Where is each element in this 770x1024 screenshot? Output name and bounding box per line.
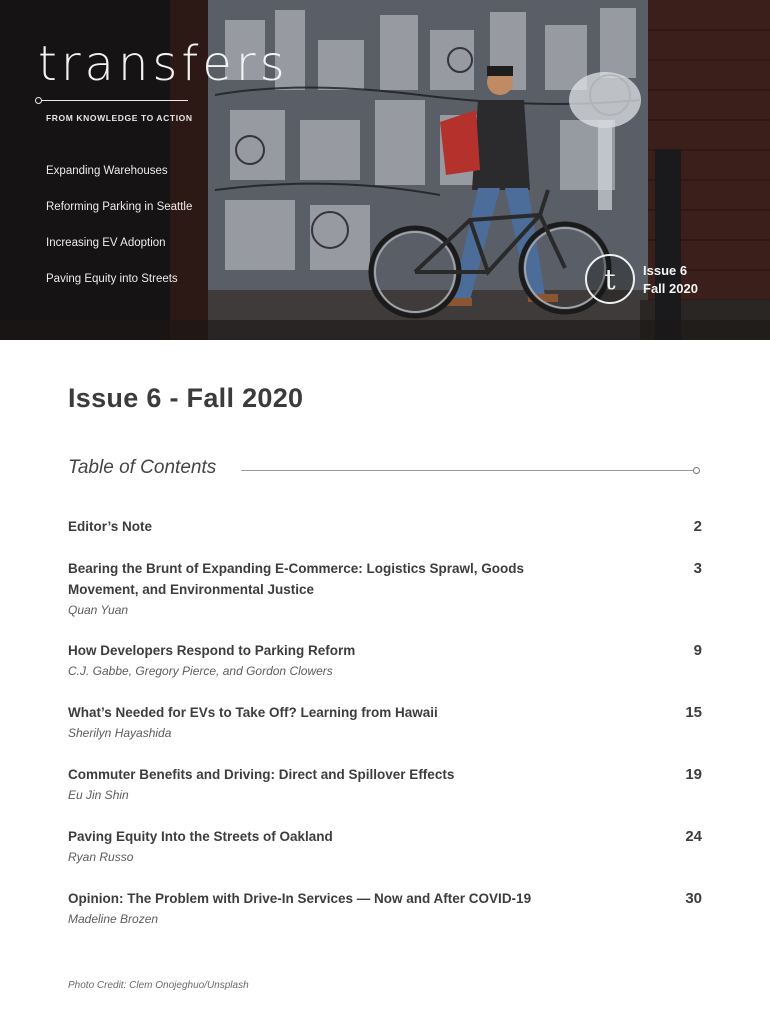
toc-entry-title[interactable]: Commuter Benefits and Driving: Direct and Spillover Effects [68,767,455,782]
issue-badge-icon: t [585,254,635,304]
toc-heading-rule-dot [693,467,700,474]
toc-entry-page: 24 [685,828,702,845]
magazine-logo: transfers [38,36,289,92]
toc-entry-title[interactable]: How Developers Respond to Parking Reform [68,643,356,658]
toc-entry-author: Sherilyn Hayashida [68,726,172,740]
toc-entry-page: 30 [685,890,702,907]
issue-title: Issue 6 - Fall 2020 [68,383,304,413]
toc-entry-page: 15 [685,704,702,721]
toc-entry-author: Quan Yuan [68,603,129,617]
badge-issue-number: Issue 6 [643,263,688,278]
cover-teaser: Expanding Warehouses [46,165,168,177]
cover-teaser: Paving Equity into Streets [46,273,178,285]
toc-entry-parking-reform[interactable] [68,640,702,681]
toc-entry-page: 3 [693,560,702,577]
toc-entry-drive-in-opinion[interactable] [68,888,702,929]
toc-heading-rule [241,470,693,471]
toc-entry-author: Eu Jin Shin [68,788,129,802]
toc-entry-evs-hawaii[interactable] [68,702,702,743]
toc-entry-author: Madeline Brozen [68,912,159,926]
toc-entry-page: 9 [693,642,702,659]
toc-heading: Table of Contents [68,457,217,478]
toc-entry-editors-note[interactable] [68,516,702,537]
toc-entry-page: 2 [693,518,702,535]
toc-entry-title[interactable]: Bearing the Brunt of Expanding E-Commerce: Logistics Sprawl, Goods Movement, and Environmental Justice [68,561,525,597]
cover-teaser: Reforming Parking in Seattle [46,201,193,213]
cover-teasers [46,164,192,308]
toc-entry-ecommerce[interactable] [68,558,702,620]
badge-issue-season: Fall 2020 [643,281,698,296]
logo-underline [38,100,188,101]
toc-entry-title[interactable]: What’s Needed for EVs to Take Off? Learning from Hawaii [68,705,438,720]
toc-entry-commuter-benefits[interactable] [68,764,702,805]
logo-underline-dot [35,97,42,104]
toc-entry-author: C.J. Gabbe, Gregory Pierce, and Gordon Clowers [68,664,333,678]
toc-entry-title[interactable]: Opinion: The Problem with Drive-In Services — Now and After COVID-19 [68,891,532,906]
toc-entry-author: Ryan Russo [68,850,134,864]
toc-entry-page: 19 [685,766,702,783]
photo-credit: Photo Credit: Clem Onojeghuo/Unsplash [68,980,249,991]
toc-entry-oakland-equity[interactable] [68,826,702,867]
toc-entry-title[interactable]: Paving Equity Into the Streets of Oakland [68,829,333,844]
toc-entry-title[interactable]: Editor’s Note [68,519,153,534]
magazine-tagline: FROM KNOWLEDGE TO ACTION [46,113,193,123]
cover-teaser: Increasing EV Adoption [46,237,166,249]
cover-image [0,0,770,340]
issue-badge-label [643,262,698,298]
